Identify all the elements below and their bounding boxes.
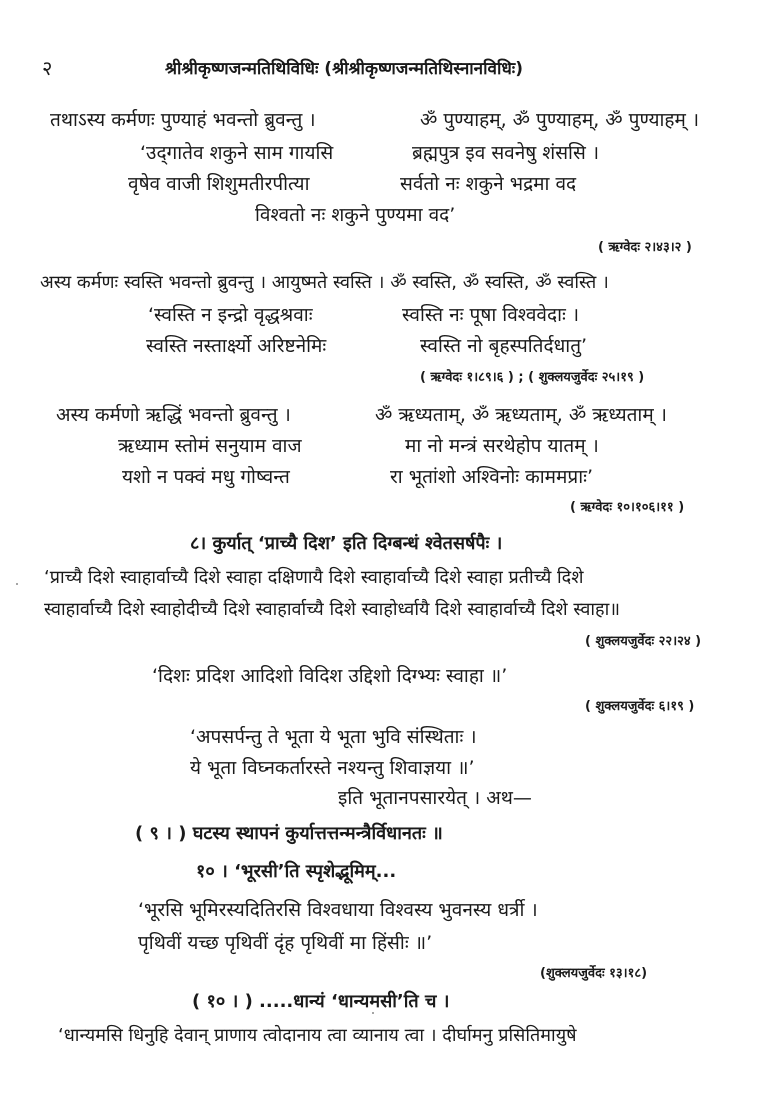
scripture-reference: ( शुक्लयजुर्वेदः ६।१९ ) <box>585 699 695 714</box>
scan-speck <box>372 1012 374 1014</box>
shloka-line: ये भूता विघ्नकर्तारस्ते नश्यन्तु शिवाज्ञया ॥’ <box>190 757 475 779</box>
scripture-reference: ( शुक्लयजुर्वेदः २२।२४ ) <box>585 634 702 649</box>
mantra-line: स्वाहार्वाच्यै दिशे स्वाहोदीच्यै दिशे स्वाहार्वाच्यै दिशे स्वाहोर्ध्वायै दिशे स्वाहार्वाच्यै दिशे स्वाहा॥ <box>44 599 621 620</box>
section-heading: ( ९ । ) घटस्य स्थापनं कुर्यात्तत्तन्मन्त्रैर्विधानतः ॥ <box>135 823 443 844</box>
verse-line: स्वस्ति नस्तार्क्ष्यो अरिष्टनेमिः <box>146 335 327 357</box>
riddhi-intro-right: ॐ ऋध्यताम्, ॐ ऋध्यताम्, ॐ ऋध्यताम् । <box>375 404 667 426</box>
step-heading: १० । ‘भूरसी’ति स्पृशेद्भूमिम्... <box>196 861 397 882</box>
mantra-line: पृथिवीं यच्छ पृथिवीं दृंह पृथिवीं मा हिंसीः ॥’ <box>138 932 433 954</box>
verse-line: ‘स्वस्ति न इन्द्रो वृद्धश्रवाः <box>148 304 313 326</box>
verse-line: वृषेव वाजी शिशुमतीरपीत्या <box>128 173 310 195</box>
verse-line: स्वस्ति नो बृहस्पतिर्दधातु’ <box>420 335 588 357</box>
verse-line: रा भूतांशो अश्विनोः काममप्राः’ <box>390 466 593 488</box>
mantra-line: ‘भूरसि भूमिरस्यदितिरसि विश्वधाया विश्वस्य भुवनस्य धर्त्री । <box>138 899 538 921</box>
punyaham-intro-left: तथाऽस्य कर्मणः पुण्याहं भवन्तो ब्रुवन्तु । <box>50 109 316 131</box>
scan-speck <box>16 583 18 585</box>
running-title: श्रीश्रीकृष्णजन्मतिथिविधिः (श्रीश्रीकृष्णजन्मतिथिस्नानविधिः) <box>165 59 524 79</box>
mantra-line: ‘धान्यमसि धिनुहि देवान् प्राणाय त्वोदानाय त्वा व्यानाय त्वा । दीर्घामनु प्रसितिमायुषे <box>58 1025 577 1046</box>
scripture-reference: ( ऋग्वेदः १०।१०६।११ ) <box>570 500 685 515</box>
verse-line: स्वस्ति नः पूषा विश्ववेदाः । <box>402 304 580 326</box>
mantra-line: ‘प्राच्यै दिशे स्वाहार्वाच्यै दिशे स्वाहा दक्षिणायै दिशे स्वाहार्वाच्यै दिशे स्वाहा प्रतीच्यै दिशे <box>44 567 584 588</box>
punyaham-intro-right: ॐ पुण्याहम्, ॐ पुण्याहम्, ॐ पुण्याहम् । <box>420 109 700 131</box>
verse-line: मा नो मन्त्रं सरथेहोप यातम् । <box>405 435 599 457</box>
step-heading: ( १० । ) .....धान्यं ‘धान्यमसी’ति च । <box>192 991 450 1012</box>
shloka-line: ‘अपसर्पन्तु ते भूता ये भूता भुवि संस्थिताः । <box>190 726 477 748</box>
verse-line: ‘उद्‌गातेव शकुने साम गायसि <box>140 142 334 164</box>
closing-line: इति भूतानपसारयेत् । अथ— <box>338 787 532 809</box>
verse-line: विश्वतो नः शकुने पुण्यमा वद’ <box>255 204 456 226</box>
verse-line: ऋध्याम स्तोमं सनुयाम वाज <box>118 435 302 457</box>
page-number: २ <box>42 56 53 80</box>
scripture-reference: ( ऋग्वेदः १।८९।६ ) ; ( शुक्लयजुर्वेदः २५।१९ ) <box>420 370 645 385</box>
verse-line: सर्वतो नः शकुने भद्रमा वद <box>400 173 577 195</box>
svasti-intro: अस्य कर्मणः स्वस्ति भवन्तो ब्रुवन्तु । आयुष्मते स्वस्ति । ॐ स्वस्ति, ॐ स्वस्ति, ॐ स्वस्ति । <box>40 272 609 293</box>
verse-line: यशो न पक्वं मधु गोष्वन्त <box>122 466 290 488</box>
scripture-reference: ( ऋग्वेदः २।४३।२ ) <box>598 240 692 255</box>
verse-line: ब्रह्मपुत्र इव सवनेषु शंससि । <box>412 142 600 164</box>
riddhi-intro-left: अस्य कर्मणो ऋद्धिं भवन्तो ब्रुवन्तु । <box>56 404 291 426</box>
section-heading: ८। कुर्यात् ‘प्राच्यै दिश’ इति दिग्बन्धं श्वेतसर्षपैः । <box>190 533 503 554</box>
mantra-line: ‘दिशः प्रदिश आदिशो विदिश उद्दिशो दिग्भ्यः स्वाहा ॥’ <box>152 665 508 687</box>
scripture-reference: (शुक्लयजुर्वेदः १३।१८) <box>540 966 648 981</box>
